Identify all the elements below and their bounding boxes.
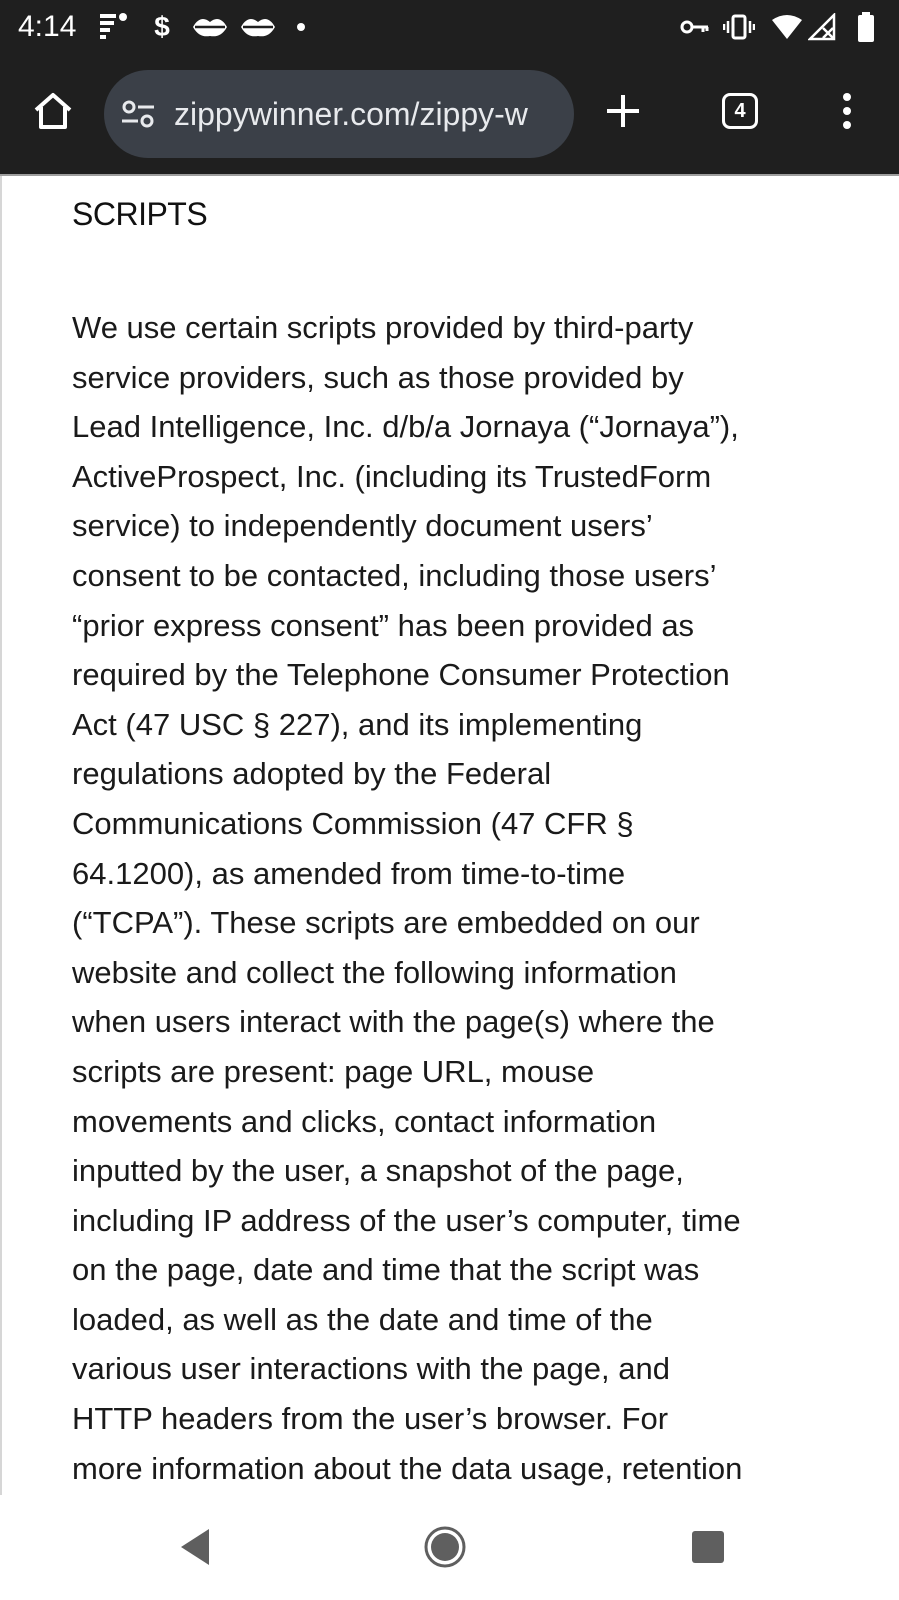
body-paragraph [72, 303, 742, 1493]
body-text-line: service) to independently document users’ [72, 508, 653, 544]
body-text-line: regulations adopted by the Federal [72, 756, 552, 792]
body-text-line: on the page, date and time that the script was [72, 1252, 700, 1288]
page-left-border [0, 176, 2, 1495]
body-text-line: Lead Intelligence, Inc. d/b/a Jornaya (“Jornaya”), [72, 409, 739, 445]
new-tab-icon[interactable] [598, 86, 648, 136]
body-text-line: “prior express consent” has been provided as [72, 607, 695, 643]
body-text-line: Act (47 USC § 227), and its implementing [72, 706, 643, 742]
wifi-icon [770, 10, 804, 44]
status-time: 4:14 [18, 10, 77, 43]
body-text-line: loaded, as well as the date and time of the [72, 1301, 653, 1337]
body-text-line: 64.1200), as amended from time-to-time [72, 855, 626, 891]
vpn-key-icon [680, 10, 710, 44]
body-text-line: inputted by the user, a snapshot of the page, [72, 1153, 684, 1189]
home-icon[interactable] [28, 86, 78, 136]
system-navigation-bar [0, 1495, 899, 1600]
body-text-line: (“TCPA”). These scripts are embedded on our [72, 905, 700, 941]
dollar-icon: $ [154, 11, 170, 42]
body-text-line: service providers, such as those provided by [72, 359, 684, 395]
recents-icon[interactable] [683, 1522, 733, 1572]
section-heading: SCRIPTS [72, 196, 208, 232]
lips-icon [190, 10, 230, 44]
body-text-line: website and collect the following information [72, 954, 677, 990]
address-bar[interactable] [104, 70, 574, 158]
web-page-content[interactable] [0, 176, 899, 1495]
body-text-line: scripts are present: page URL, mouse [72, 1053, 595, 1089]
body-text-line: HTTP headers from the user’s browser. For [72, 1401, 669, 1437]
body-text-line: when users interact with the page(s) where the [72, 1004, 715, 1040]
body-text-line: movements and clicks, contact information [72, 1103, 657, 1139]
body-text-line: various user interactions with the page, and [72, 1351, 670, 1387]
tab-switcher[interactable]: 4 [722, 93, 758, 129]
body-text-line: consent to be contacted, including those users’ [72, 557, 717, 593]
body-text-line: required by the Telephone Consumer Protection [72, 657, 730, 693]
body-text-line: Communications Commission (47 CFR § [72, 805, 634, 841]
vibrate-icon [722, 10, 756, 44]
signal-icon [808, 10, 838, 44]
body-text-line: including IP address of the user’s computer, time [72, 1202, 741, 1238]
body-text-line: We use certain scripts provided by third-party [72, 310, 694, 345]
body-text-line: ActiveProspect, Inc. (including its TrustedForm [72, 458, 712, 494]
site-settings-icon[interactable] [120, 96, 156, 132]
back-icon[interactable] [170, 1522, 220, 1572]
more-notifications-dot [295, 10, 307, 44]
body-text-line: more information about the data usage, retention [72, 1450, 743, 1486]
battery-icon [856, 10, 876, 44]
status-bar [0, 0, 899, 56]
lips-icon [238, 10, 278, 44]
home-circle-icon[interactable] [420, 1522, 470, 1572]
menu-icon[interactable] [822, 86, 872, 136]
browser-toolbar [0, 56, 899, 176]
url-text[interactable]: zippywinner.com/zippy-w [174, 96, 528, 132]
messages-icon [96, 10, 132, 44]
